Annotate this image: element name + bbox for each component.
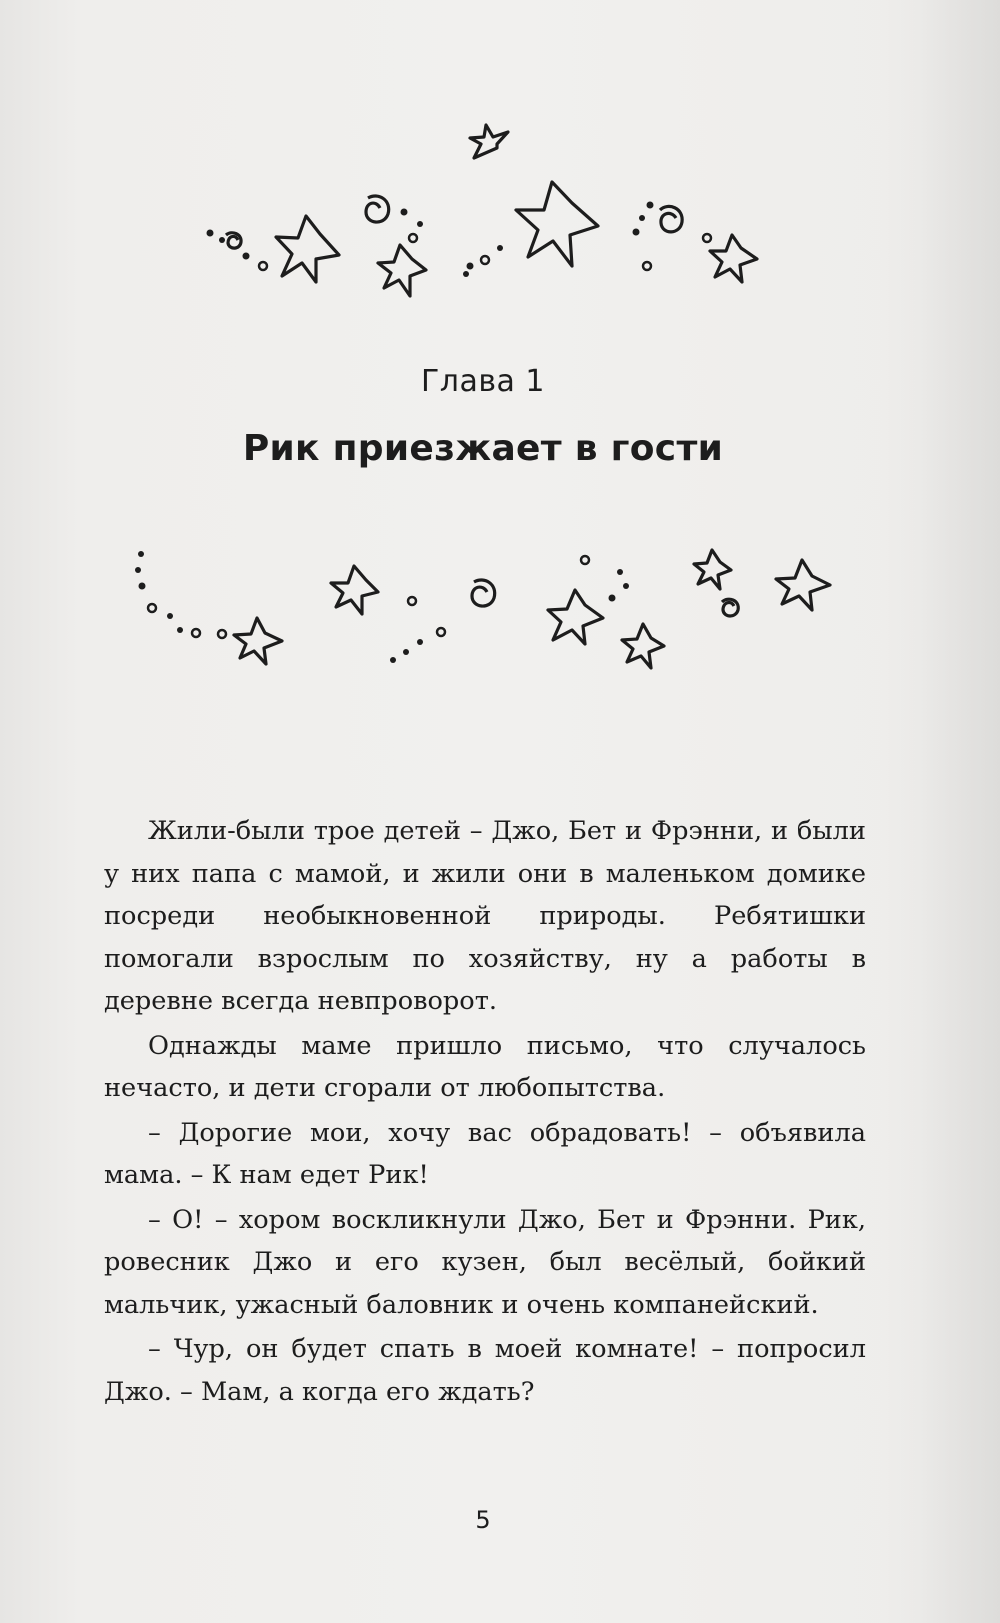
swirl-icon: [366, 196, 389, 222]
chapter-title: Рик приезжает в гости: [242, 428, 724, 469]
swirl-icon: [722, 599, 738, 616]
star-icon: [776, 560, 830, 610]
star-icon: [710, 235, 757, 282]
star-icon: [378, 245, 426, 296]
bottom-stars-decoration: [0, 540, 1000, 710]
swirl-icon: [226, 233, 241, 248]
paragraph: Однажды маме пришло письмо, что случалось нечасто, и дети сгорали от любопытства.: [104, 1030, 866, 1103]
top-stars-decoration: [0, 120, 1000, 320]
paragraph: – Дорогие мои, хочу вас обрадовать! – объявила мама. – К нам едет Рик!: [104, 1117, 866, 1190]
star-icon: [622, 624, 664, 668]
paragraph: – О! – хором воскликнули Джо, Бет и Фрэнни. Рик, ровесник Джо и его кузен, был весёлый, бойкий мальчик, ужасный баловник и очень компанейский.: [104, 1204, 866, 1320]
page-number: 5: [475, 1506, 491, 1534]
chapter-number: Глава 1: [420, 364, 546, 399]
star-icon: [331, 566, 378, 614]
swirl-icon: [660, 206, 682, 231]
star-icon: [516, 182, 598, 266]
star-icon: [548, 590, 603, 644]
swirl-icon: [472, 580, 495, 606]
star-icon: [470, 125, 508, 158]
star-icon: [276, 216, 339, 282]
paragraph: – Чур, он будет спать в моей комнате! – попросил Джо. – Мам, а когда его ждать?: [104, 1334, 866, 1407]
star-icon: [234, 618, 282, 664]
body-text: [104, 810, 866, 1415]
star-icon: [694, 550, 731, 589]
paragraph: Жили-были трое детей – Джо, Бет и Фрэнни, и были у них папа с мамой, и жили они в маленьком домике посреди необыкновенной природы. Ребятишки помогали взрослым по хозяйству, ну а работы в деревне всегда невпроворот.: [104, 816, 866, 1016]
